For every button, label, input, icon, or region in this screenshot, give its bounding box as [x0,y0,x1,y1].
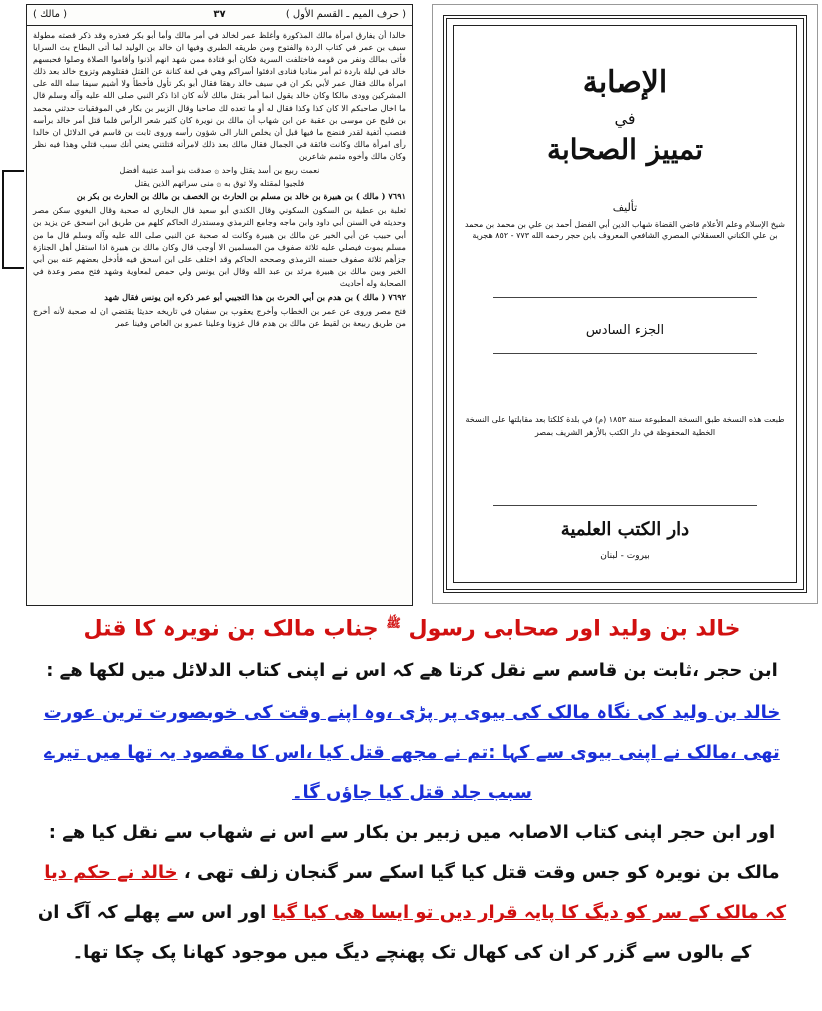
divider [493,353,757,354]
header-right-label: ( حرف الميم ـ القسم الأول ) [285,9,406,20]
text-line-7-part-2: اور اس سے پھلے کہ آگ ان [37,902,267,923]
entry-title: ٧٦٩٢ ( مالك ) بن هدم بن أبي الحرث بن هذا التجيبي أبو عمر ذكره ابن يونس فقال شهد [104,291,406,302]
poem-verse: فلجيوا لمقتله ولا توق به ۞ منى سراتهم الذين يقتل [134,178,305,189]
divider [493,505,757,506]
highlight-bracket [2,170,24,269]
entry-title: ٧٦٩١ ( مالك ) بن هبيرة بن خالد بن مسلم بن الحارث بن الخصف بن مالك بن الحارث بن بكر بن [76,191,406,202]
publication-note: طبعت هذه النسخة طبق النسخة المطبوعة سنة ١٨٥٣ (م) في بلدة كلكتا بعد مقابلتها على النسخة الخطية المحفوظة في دار الكتب بالأزهر الشريف بمصر [465,415,785,437]
author-name: شيخ الإسلام وعلم الأعلام قاضي القضاة شهاب الدين أبي الفضل أحمد بن علي بن محمد بن محمد بن علي الكناني العسقلاني المصري الشافعي المعروف بابن حجر رحمه الله ٧٧٣ - ٨٥٢ هجرية [464,220,785,240]
honorific-glyph: ﷺ [386,616,401,630]
paragraph: فتح مصر وروى عن عمر بن الخطاب وأخرج يعقوب بن سفيان في تاريخه حديثا يقتضي ان له صحبة لأنه أخرج من طريق ربيعة بن لقيط عن مالك بن هدم قال غزونا وعلينا عمرو بن العاص وفينا عمر [33,306,406,329]
cover-frame [443,15,807,593]
author-label: تأليف [612,201,638,214]
text-line-3: تھی ،مالک نے اپنی بیوی سے کہا :تم نے مجھے قتل کیا ،اس کا مقصود یہ تھا میں تیرے [44,742,780,763]
headline-part-2: جناب مالک بن نویرہ کا قتل [83,616,379,642]
text-line-8: کے بالوں سے گزر کر ان کی کھال تک پھنچے دیگ میں موجود کھانا پک چکا تھا۔ [72,942,752,963]
cover-title-connector: في [614,109,636,128]
book-page-scan [26,4,413,606]
cover-subtitle: تمييز الصحابة [546,133,704,166]
header-left-label: ( مالك ) [33,9,68,20]
text-line-2: خالد بن ولید کی نگاہ مالک کی بیوی پر پڑی ،وہ اپنے وقت کی خوبصورت ترین عورت [43,702,781,723]
paragraph: ثعلبة بن عطية بن السكون السكوني وقال الكندي أبو سعيد قال البخاري له صحبة وقال البغوي سكن مصر وحديثه في السنن أبي داود وابن ماجه وجامع الترمذي ومستدرك الحاكم كلهم من طريق ابن اسحق عن يزيد بن أبي حبيب عن أبي الخير عن مالك بن هبيرة وكانت له صحبة عن النبي صلى الله عليه وآله وسلم قال ما من مسلم يموت فيصلي عليه ثلاثة صفوف من المسلمين الا أوجب قال وكان مالك بن هبيرة اذا استقل أهل الجنازة جزأهم ثلاثة صفوف حسنه الترمذي وصححه الحاكم وقد اختلف على ابن اسحق فيه فأدخل بعضهم عنه بين أبي الخير وبين مالك بن هبيرة مرثد بن عبد الله وقال ابن يونس ولي حمص لمعاوية وشهد فتح مصر وعدة في الصحابة وله أحاديث [33,205,406,288]
text-line-5: اور ابن حجر اپنی کتاب الاصابہ میں زبیر بن بکار سے اس نے شھاب سے نقل کیا ھے : [48,822,776,843]
paragraph: خالدا أن يفارق امرأة مالك المذكورة وأغلظ عمر لخالد في أمر مالك وأما أبو بكر فعذره وقد ذكر قصته مطولة سيف بن عمر في كتاب الردة والفتوح ومن طريقه الطبري وفيها ان خالد بن الوليد لما أتى البطاح بث السرايا فأتى بمالك ونفر من قومه فاختلفت السرية فكان أبو قتادة ممن شهد انهم أذنوا وأقاموا الصلاة وصلوا فحبسهم خالد في ليلة باردة ثم أمر مناديا فنادى ادفئوا أسراكم وهي في لغة كنانة عن القتل فقتلوهم وتزوج خالد بعد ذلك امرأة مالك فقال عمر لأبي بكر ان في سيف خالد رهقا فقال أبو بكر تأول فأخطأ ولا أشيم سيفا سله الله على المشركين وودى مالكا وكان خالد يقول انما أمر بقتل مالك لأنه كان اذا ذكر النبي صلى الله عليه وآله وسلم قال ما اخال صاحبكم الا كان كذا وكذا فقال له أو ما تعده لك صاحبا وقال الزبير بن بكار في الموفقيات حدثني محمد بن فليح عن موسى بن عقبة عن ابن شهاب أن مالك بن نويرة كان كثير شعر الرأس فلما قتل أمر خالد برأسه فنصب أثفية لقدر فنضج ما فيها قبل أن يخلص النار الى شؤون رأسه وروى ثابت بن قاسم في الدلائل ان خالدا رأى امرأة مالك وكانت فائقة في الجمال فقال مالك بعد ذلك لامرأته قتلتني يعني أنك سبب قتلي وهذا فيه نظر وكان مالك وأخوه متمم شاعرين [33,30,406,161]
headline-part-1: خالد بن ولید اور صحابی رسول [408,616,741,642]
text-line-6 [18,862,806,883]
volume-label: الجزء السادس [585,323,665,338]
poem-verse: نعمت ربيع بن أسد يقتل واحد ۞ صدقت بنو أسد عتيبة أفضل [119,165,320,176]
page-header [27,5,412,26]
publisher-name: دار الكتب العلمية [560,519,690,540]
text-line-1: ابن حجر ،ثابت بن قاسم سے نقل کرتا ھے کہ اس نے اپنی کتاب الدلائل میں لکھا ھے : [46,660,778,681]
page-body [33,29,406,601]
cover-title: الإصابة [582,65,668,100]
page-number: ٣٧ [213,9,226,20]
publisher-location: بيروت - لبنان [600,551,650,561]
text-line-6-part-2: خالد نے حکم دیا [44,862,178,883]
text-line-7 [18,902,806,923]
book-cover [432,4,818,604]
text-line-6-part-1: مالک بن نویرہ کو جس وقت قتل کیا گیا اسکے سر گنجان زلف تھی ، [183,862,780,883]
divider [493,297,757,298]
text-line-4: سبب جلد قتل کیا جاؤں گا۔ [292,782,532,803]
headline [18,616,806,641]
text-line-7-part-1: کہ مالک کے سر کو دیگ کا پایہ قرار دیں تو ایسا ھی کیا گیا [272,902,787,923]
